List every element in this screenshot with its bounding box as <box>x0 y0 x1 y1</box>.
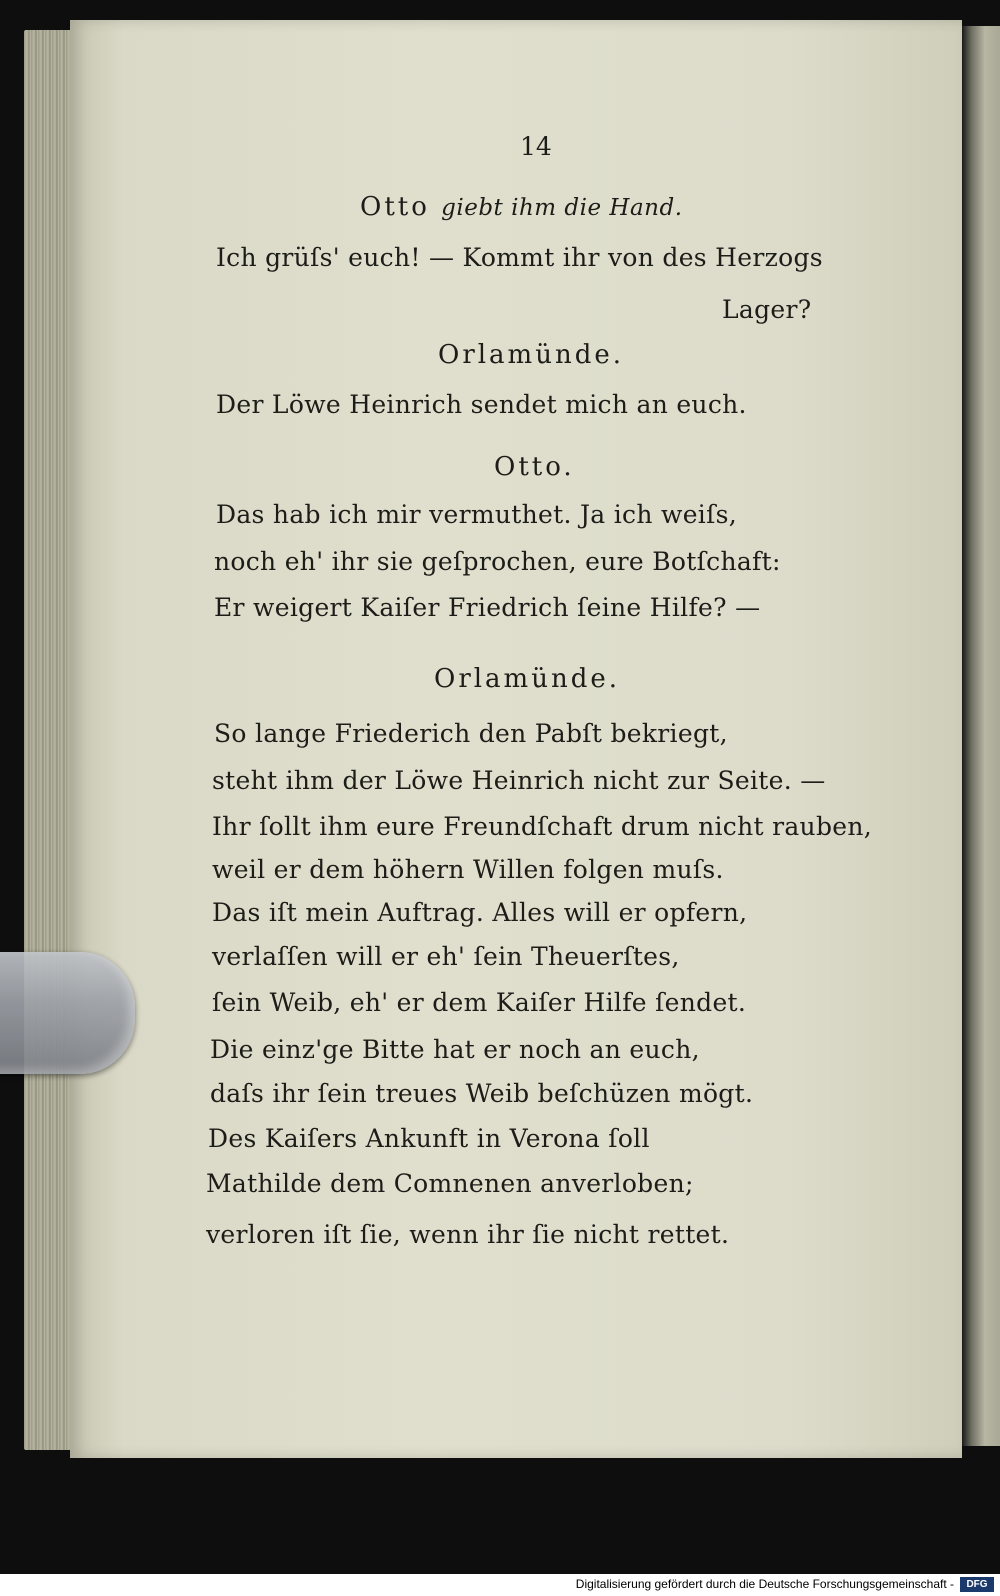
verse-line: Des Kaiſers Ankunft in Verona ſoll <box>208 1124 650 1153</box>
verse-line: ſein Weib, eh' er dem Kaiſer Hilfe ſendet. <box>212 988 747 1017</box>
verse-line: Das iſt mein Auftrag. Alles will er opfern, <box>212 898 748 927</box>
verse-line: noch eh' ihr sie geſprochen, eure Botſchaft: <box>214 547 781 576</box>
speaker-name: Otto <box>360 192 430 222</box>
verse-line: Ich grüſs' euch! — Kommt ihr von des Herzogs <box>216 243 823 272</box>
verse-line: So lange Friederich den Pabſt bekriegt, <box>214 719 728 748</box>
verse-line: Die einz'ge Bitte hat er noch an euch, <box>210 1035 700 1064</box>
verse-line: Ihr ſollt ihm eure Freundſchaft drum nicht rauben, <box>212 812 873 841</box>
footer-credit: Digitalisierung gefördert durch die Deutsche Forschungsgemeinschaft - <box>575 1577 954 1591</box>
speaker-heading: Orlamünde. <box>438 340 624 370</box>
verse-line: Das hab ich mir vermuthet. Ja ich weiſs, <box>216 500 738 529</box>
speaker-heading: Orlamünde. <box>434 664 620 694</box>
verse-line: Lager? <box>722 295 812 324</box>
verse-line: steht ihm der Löwe Heinrich nicht zur Seite. — <box>212 766 826 795</box>
page-number: 14 <box>520 132 552 161</box>
verse-line: Mathilde dem Comnenen anverloben; <box>206 1169 694 1198</box>
dfg-logo-icon: DFG <box>960 1577 994 1592</box>
verse-line: verloren iſt ſie, wenn ihr ſie nicht rettet. <box>206 1220 730 1249</box>
speaker-heading <box>360 192 683 222</box>
verse-line: Er weigert Kaiſer Friedrich ſeine Hilfe? — <box>214 593 761 622</box>
verse-line: Der Löwe Heinrich sendet mich an euch. <box>216 390 747 419</box>
stage-direction: giebt ihm die Hand. <box>441 195 683 221</box>
scanner-thumb-clip <box>0 952 135 1074</box>
verse-line: verlaſſen will er eh' ſein Theuerſtes, <box>212 942 680 971</box>
verse-line: weil er dem höhern Willen folgen muſs. <box>212 855 724 884</box>
speaker-heading: Otto. <box>494 452 575 482</box>
verse-line: daſs ihr ſein treues Weib beſchüzen mögt. <box>210 1079 754 1108</box>
footer-bar <box>0 1574 1000 1596</box>
